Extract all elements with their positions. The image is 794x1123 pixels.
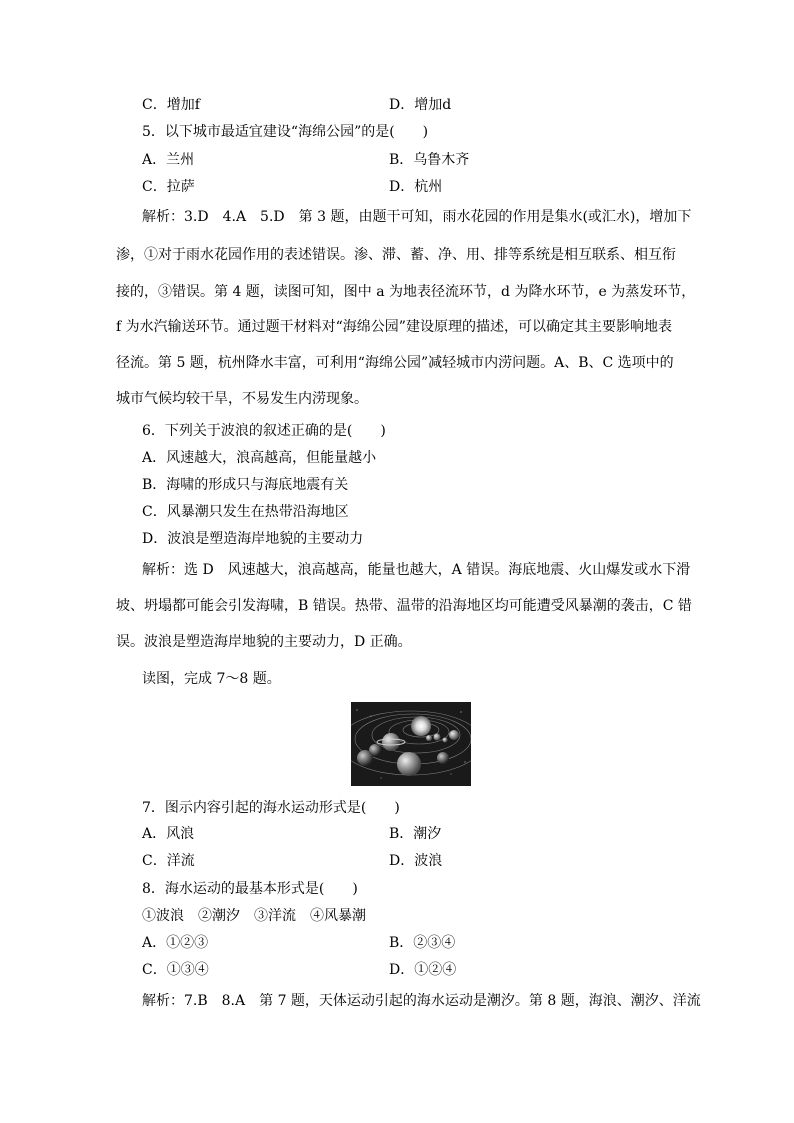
q7-option-c: C．洋流: [142, 853, 195, 869]
q7-stem: 7．图示内容引起的海水运动形式是( ): [142, 800, 400, 816]
q6-stem: 6．下列关于波浪的叙述正确的是( ): [142, 423, 386, 439]
analysis-line: 接的，③错误。第 4 题，读图可知，图中 a 为地表径流环节，d 为降水环节，e 为蒸发环节，: [116, 284, 696, 300]
analysis-line: 解析：选 D 风速越大，浪高越高，能量也越大，A 错误。海底地震、火山爆发或水下滑: [142, 562, 691, 578]
q6-option-a: A．风速越大，浪高越高，但能量越小: [142, 450, 377, 466]
q7-option-d: D．波浪: [389, 853, 443, 869]
analysis-line: 城市气候均较干旱，不易发生内涝现象。: [116, 391, 368, 407]
q5-option-c: C．拉萨: [142, 179, 195, 195]
q8-option-c: C．①③④: [142, 962, 209, 978]
q6-option-d: D．波浪是塑造海岸地貌的主要动力: [142, 531, 364, 547]
analysis-line: 坡、坍塌都可能会引发海啸，B 错误。热带、温带的沿海地区均可能遭受风暴潮的袭击，C 错: [116, 598, 692, 614]
q8-stem: 8．海水运动的最基本形式是( ): [142, 881, 358, 897]
q5-option-d: D．杭州: [389, 179, 443, 195]
q7-option-a: A．风浪: [142, 826, 195, 842]
q6-option-b: B．海啸的形成只与海底地震有关: [142, 477, 349, 493]
solar-system-image: [351, 702, 471, 786]
analysis-line: 径流。第 5 题，杭州降水丰富，可利用“海绵公园”减轻城市内涝问题。A、B、C 选项中的: [116, 355, 674, 371]
q6-option-c: C．风暴潮只发生在热带沿海地区: [142, 504, 349, 520]
q5-stem: 5．以下城市最适宜建设“海绵公园”的是( ): [142, 124, 429, 140]
q8-option-d: D．①②④: [389, 962, 457, 978]
q5-option-a: A．兰州: [142, 152, 195, 168]
analysis-line: 解析：7.B 8.A 第 7 题，天体运动引起的海水运动是潮汐。第 8 题，海浪、潮汐、洋流: [142, 993, 701, 1009]
analysis-line: 解析：3.D 4.A 5.D 第 3 题，由题干可知，雨水花园的作用是集水(或汇水)，增加下: [142, 209, 692, 225]
q5-option-b: B．乌鲁木齐: [389, 152, 470, 168]
analysis-line: 误。波浪是塑造海岸地貌的主要动力，D 正确。: [116, 634, 412, 650]
analysis-line: f 为水汽输送环节。通过题干材料对“海绵公园”建设原理的描述，可以确定其主要影响地表: [116, 319, 672, 335]
q8-items: ①波浪 ②潮汐 ③洋流 ④风暴潮: [142, 908, 366, 924]
q4-option-c: C．增加f: [142, 97, 200, 113]
read-figure-instruction: 读图，完成 7～8 题。: [142, 671, 281, 687]
analysis-line: 渗，①对于雨水花园作用的表述错误。渗、滞、蓄、净、用、排等系统是相互联系、相互衔: [116, 247, 676, 263]
q8-option-a: A．①②③: [142, 935, 209, 951]
q8-option-b: B．②③④: [389, 935, 456, 951]
q4-option-d: D．增加d: [389, 97, 452, 113]
q7-option-b: B．潮汐: [389, 826, 442, 842]
